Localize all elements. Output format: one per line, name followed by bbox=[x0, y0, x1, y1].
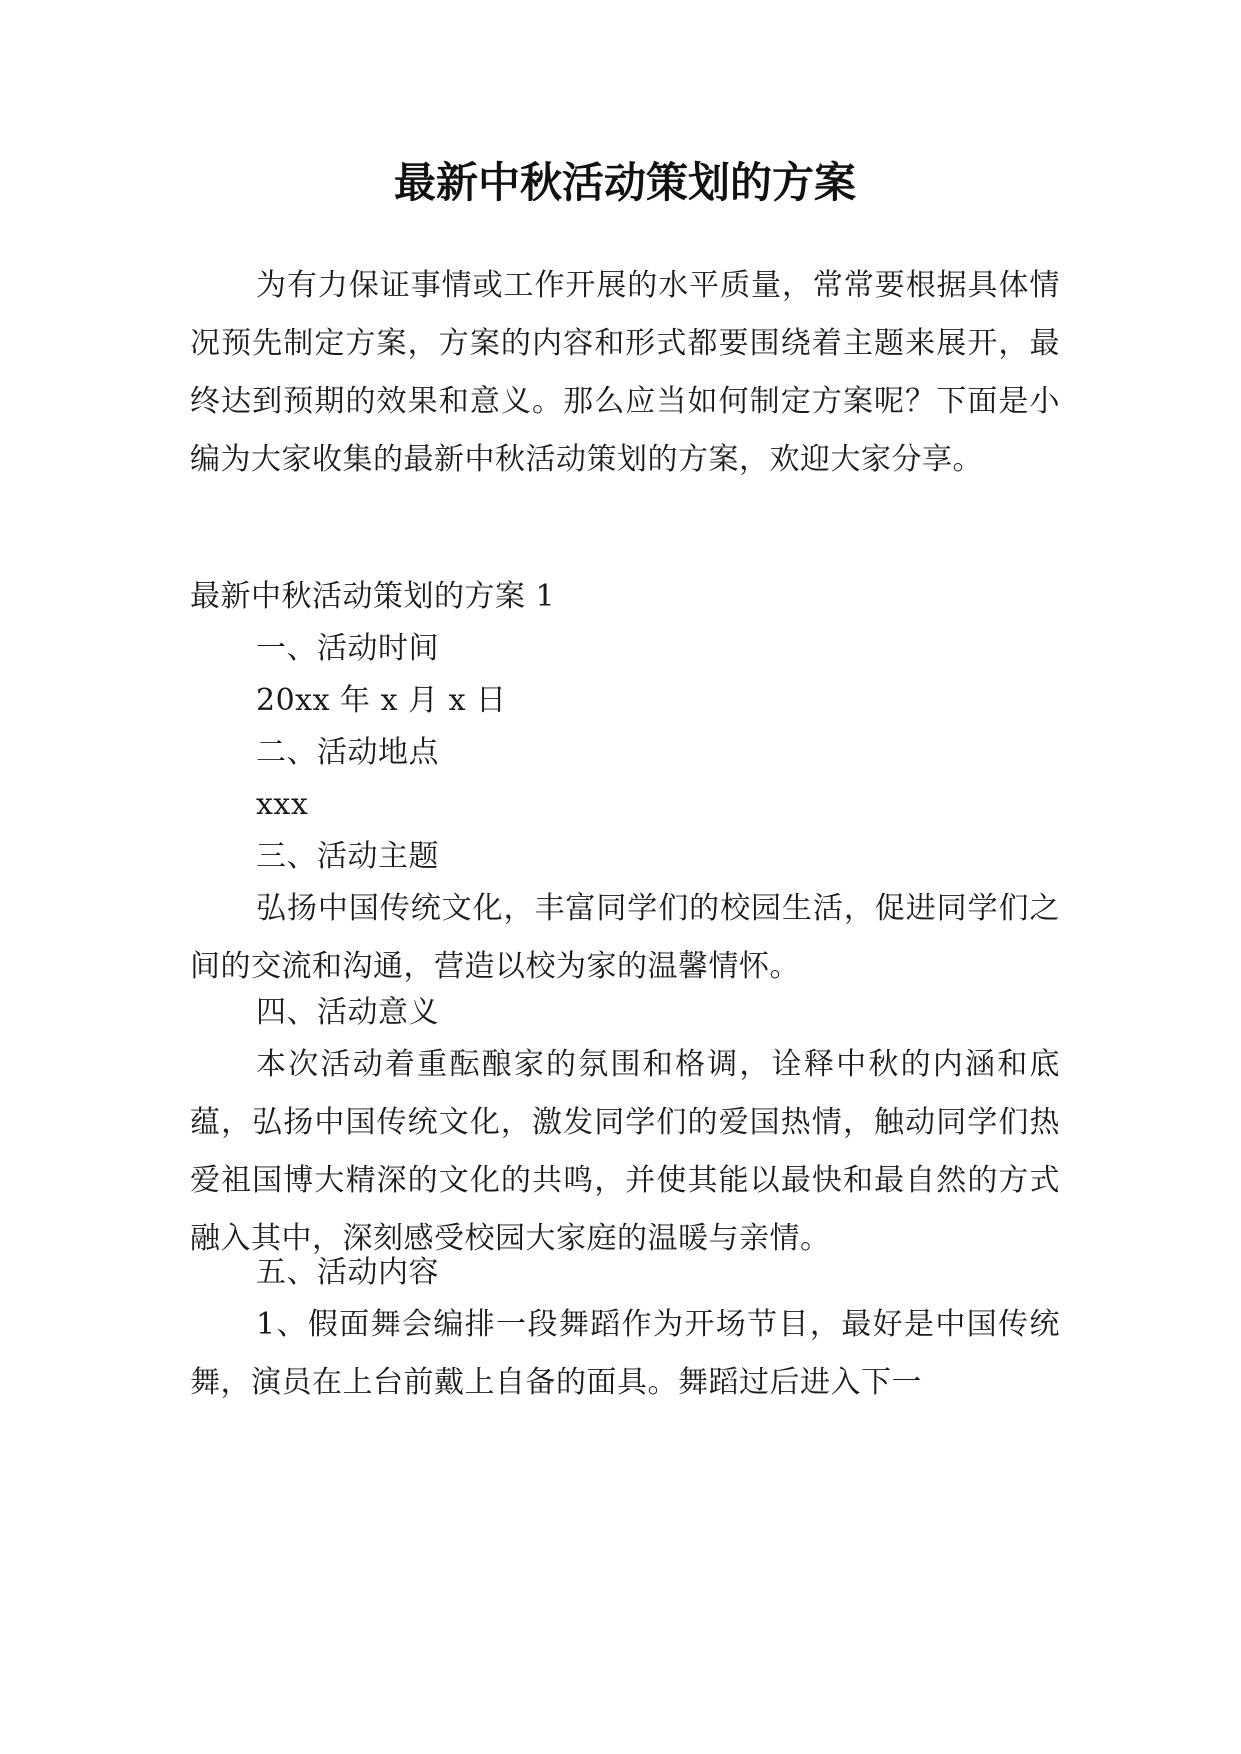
item-activity-location-heading: 二、活动地点 bbox=[256, 735, 439, 770]
item-activity-time-heading: 一、活动时间 bbox=[256, 631, 439, 666]
content-paragraph: 1、假面舞会编排一段舞蹈作为开场节目，最好是中国传统舞，演员在上台前戴上自备的面具。舞蹈过后进入下一 bbox=[190, 1307, 1060, 1400]
intro-paragraph: 为有力保证事情或工作开展的水平质量，常常要根据具体情况预先制定方案，方案的内容和形式都要围绕着主题来展开，最终达到预期的效果和意义。那么应当如何制定方案呢？下面是小编为大家收集的最新中秋活动策划的方案，欢迎大家分享。 bbox=[190, 268, 1060, 477]
item-activity-location-value: xxx bbox=[256, 787, 309, 822]
item-activity-time-value: 20xx 年 x 月 x 日 bbox=[256, 683, 507, 718]
meaning-heading: 四、活动意义 bbox=[256, 995, 439, 1030]
content-heading: 五、活动内容 bbox=[256, 1255, 439, 1290]
meaning-paragraph: 本次活动着重酝酿家的氛围和格调，诠释中秋的内涵和底蕴，弘扬中国传统文化，激发同学们的爱国热情，触动同学们热爱祖国博大精深的文化的共鸣，并使其能以最快和最自然的方式融入其中，深刻感受校园大家庭的温暖与亲情。 bbox=[190, 1047, 1060, 1256]
item-activity-theme-heading: 三、活动主题 bbox=[256, 839, 439, 874]
section-heading: 最新中秋活动策划的方案 1 bbox=[190, 579, 556, 614]
document-title: 最新中秋活动策划的方案 bbox=[393, 158, 856, 207]
theme-paragraph: 弘扬中国传统文化，丰富同学们的校园生活，促进同学们之间的交流和沟通，营造以校为家的温馨情怀。 bbox=[190, 891, 1060, 984]
